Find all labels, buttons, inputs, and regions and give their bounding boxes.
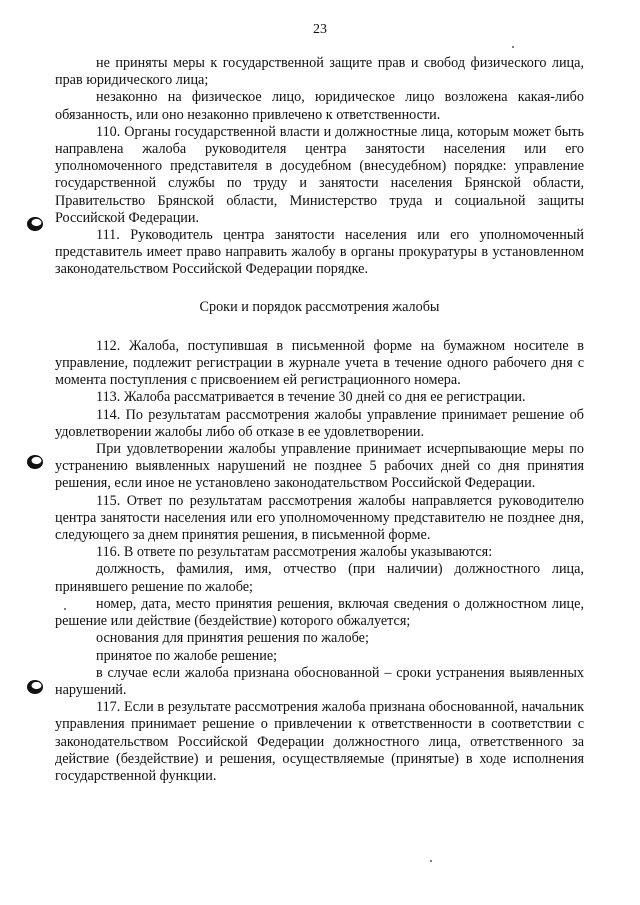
paragraph-110: 110. Органы государственной власти и должностные лица, которым может быть направлена жалоба руководителя центра занятости населения или его уполномоченного представителя в досудебном (внесудебном) порядке: управление государственной службы по труду и занятости населения Брянской области, Правительство Брянской области, Министерство труда и социальной защиты Российской Федерации. [55,123,584,226]
paragraph-114-measures: При удовлетворении жалобы управление принимает исчерпывающие меры по устранению выявленных нарушений не позднее 5 рабочих дней со дня принятия решения, если иное не установлено законодательством Российской Федерации. [55,441,584,492]
punch-hole-icon [26,216,44,232]
punch-hole-icon [26,454,44,470]
paragraph-intro-1: не приняты меры к государственной защите прав и свобод физического лица, прав юридического лица; [55,55,584,89]
punch-hole-icon [26,679,44,695]
paragraph-111: 111. Руководитель центра занятости населения или его уполномоченный представитель имеет право направить жалобу в органы прокуратуры в установленном законодательством Российской Федерации порядке. [55,227,584,278]
paragraph-112: 112. Жалоба, поступившая в письменной форме на бумажном носителе в управление, подлежит регистрации в журнале учета в течение одного рабочего дня с момента поступления с присвоением ей регистрационного номера. [55,337,584,389]
paragraph-113: 113. Жалоба рассматривается в течение 30 дней со дня ее регистрации. [96,389,526,406]
list-item-position: должность, фамилия, имя, отчество (при наличии) должностного лица, принявшего решение по жалобе; [55,561,584,595]
scan-speck [512,46,514,48]
scan-speck [64,608,66,610]
page-number: 23 [313,22,327,37]
document-body [55,55,584,785]
scan-speck [430,860,432,862]
section-heading: Сроки и порядок рассмотрения жалобы [199,298,440,315]
paragraph-intro-2: незаконно на физическое лицо, юридическое лицо возложена какая-либо обязанность, или оно незаконно привлечено к ответственности. [55,89,584,123]
list-item-decision: принятое по жалобе решение; [96,647,278,664]
paragraph-114: 114. По результатам рассмотрения жалобы управление принимает решение об удовлетворении жалобы либо об отказе в ее удовлетворении. [55,406,584,440]
paragraph-115: 115. Ответ по результатам рассмотрения жалобы направляется руководителю центра занятости населения или его уполномоченному представителю не позднее дня, следующего за днем принятия решения, в письменной форме. [55,492,584,544]
list-item-number-date: номер, дата, место принятия решения, включая сведения о должностном лице, решение или действие (бездействие) которого обжалуется; [55,595,584,630]
paragraph-117: 117. Если в результате рассмотрения жалоба признана обоснованной, начальник управления принимает решение о привлечении к ответственности в соответствии с законодательством Российской Федерации должностного лица, ответственного за действие (бездействие) и решения, осуществляемые (принятые) в ходе исполнения государственной функции. [55,699,584,784]
paragraph-116: 116. В ответе по результатам рассмотрения жалобы указываются: [96,544,493,561]
list-item-grounds: основания для принятия решения по жалобе; [96,630,369,647]
list-item-terms: в случае если жалоба признана обоснованной – сроки устранения выявленных нарушений. [55,664,584,698]
